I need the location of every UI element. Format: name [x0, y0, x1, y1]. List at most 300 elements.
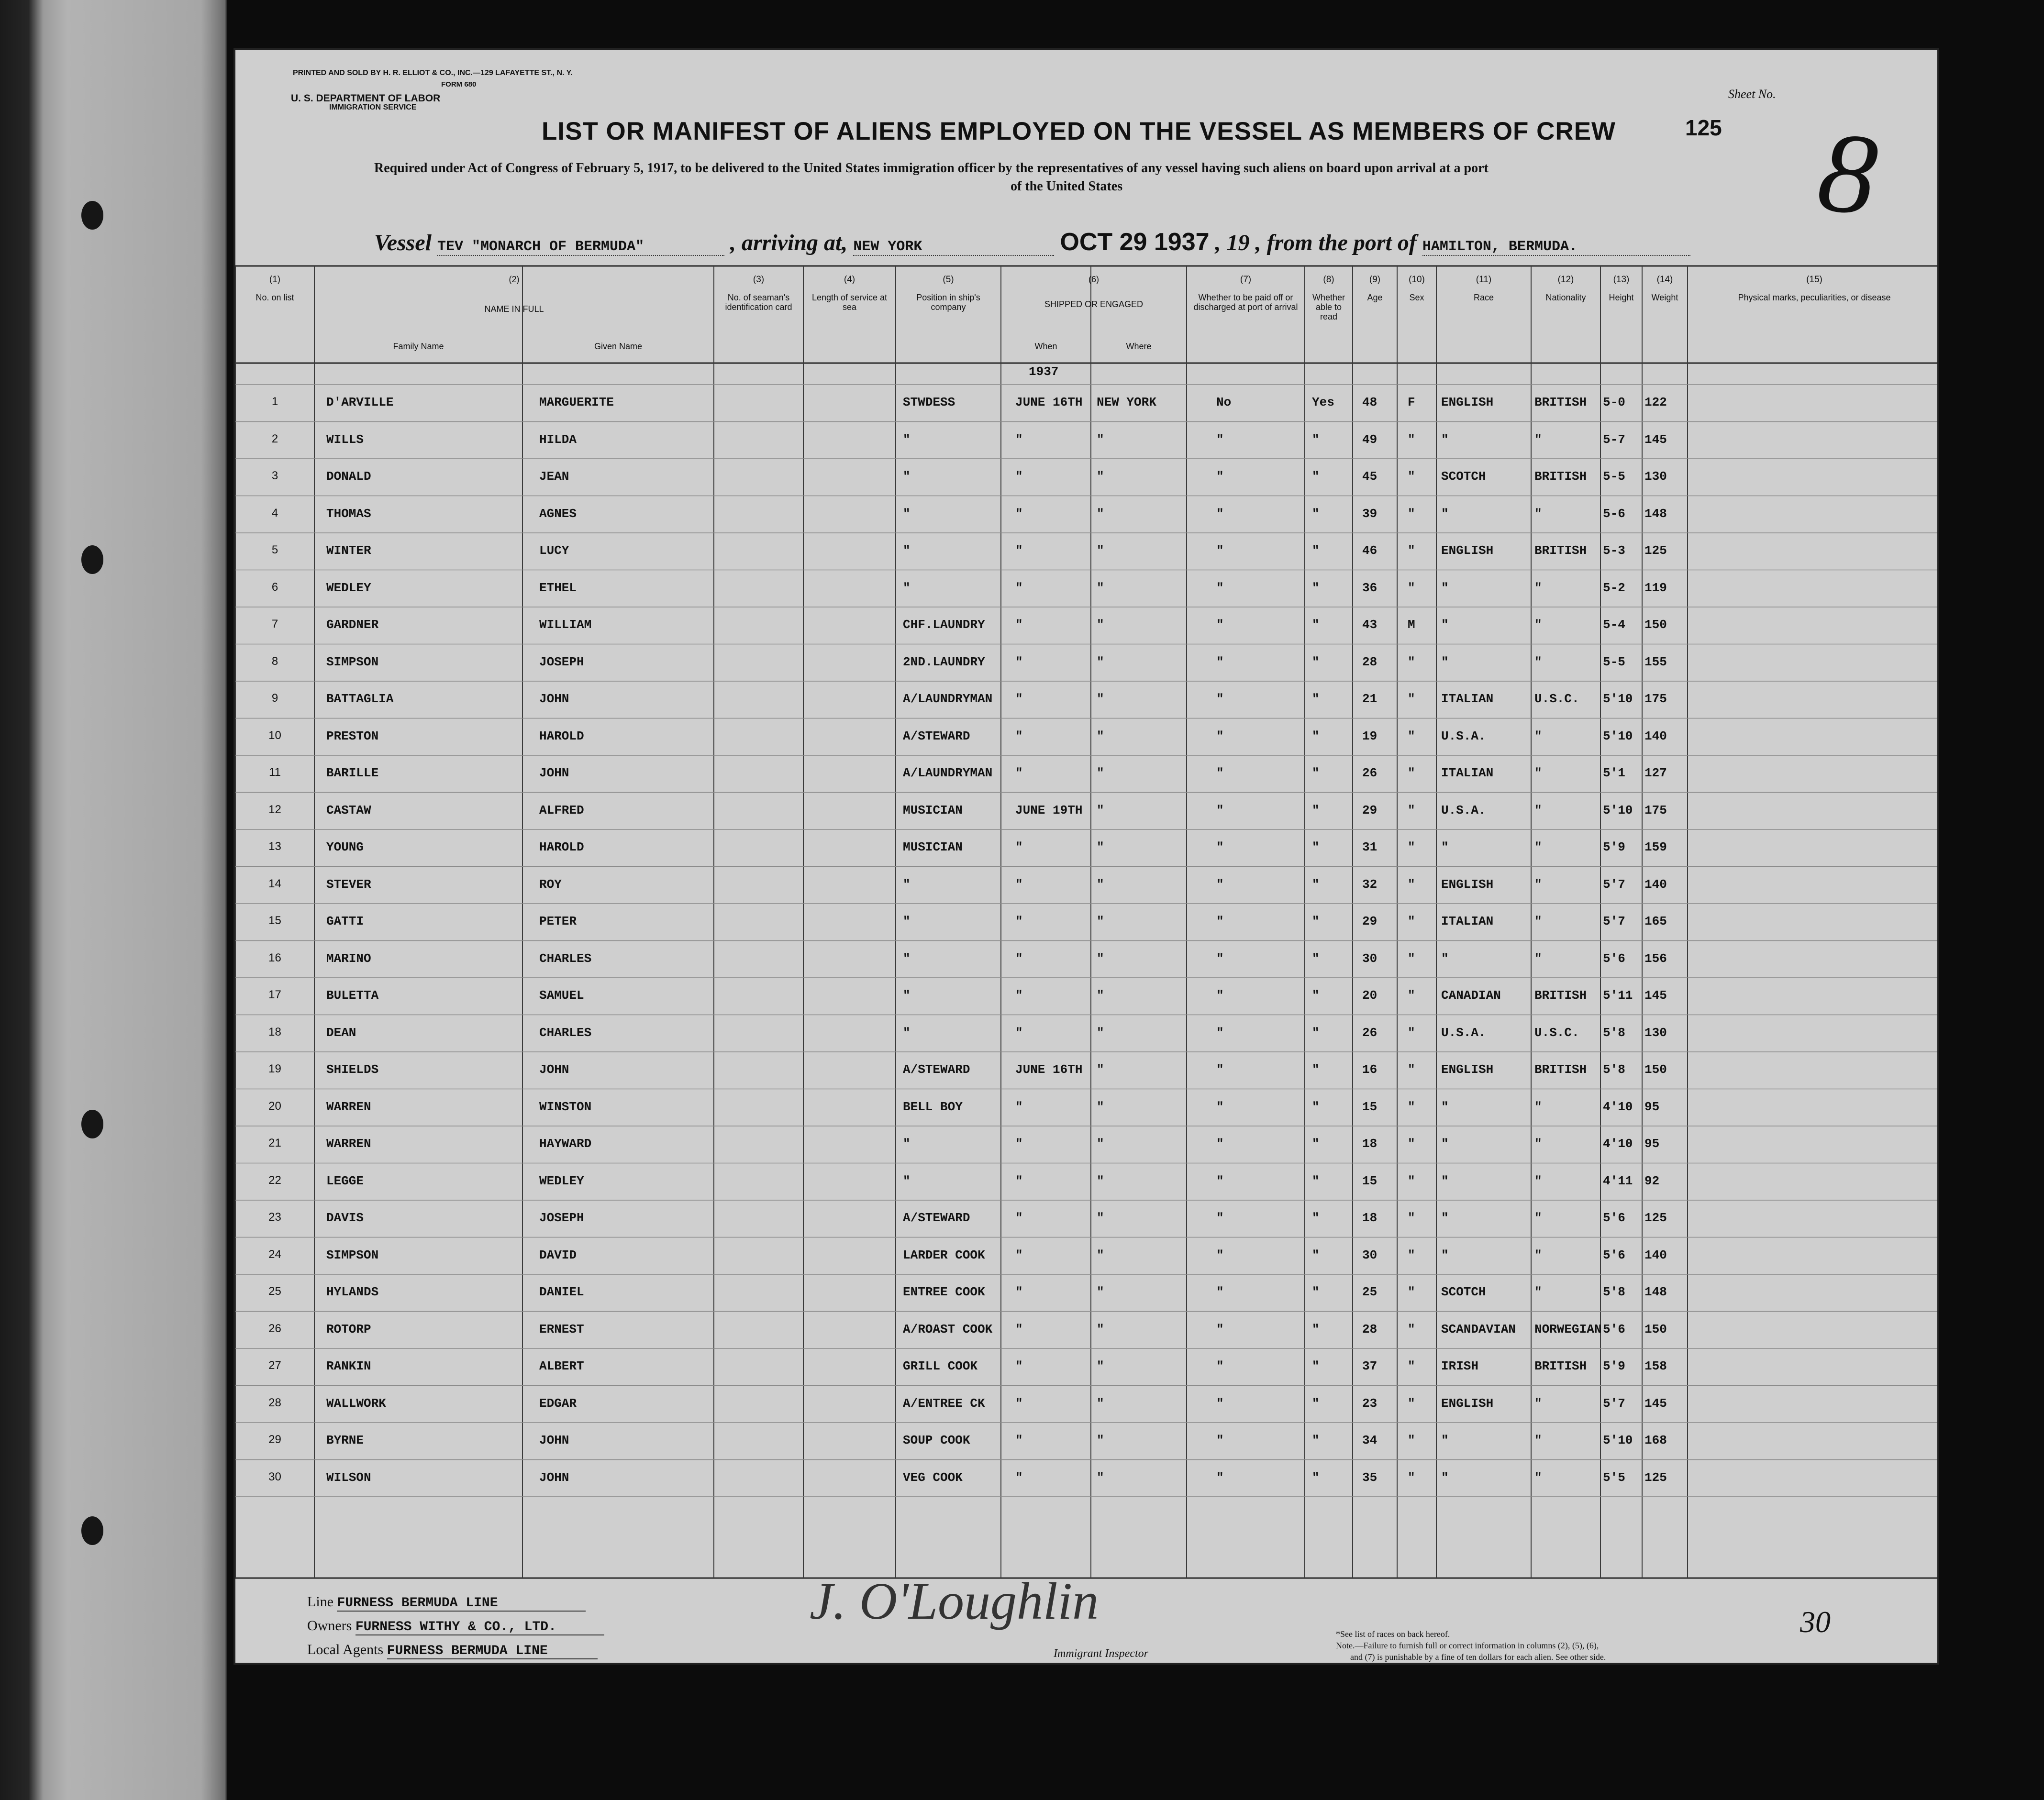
cell-position: " [903, 1025, 911, 1040]
cell-sex: " [1408, 1137, 1415, 1151]
cell-position: A/LAUNDRYMAN [903, 766, 993, 780]
cell-age: 16 [1362, 1062, 1377, 1077]
column-group-header: (2) [509, 275, 520, 284]
cell-nat: U.S.C. [1534, 1025, 1579, 1040]
cell-weight: 150 [1644, 618, 1667, 632]
cell-where: " [1097, 654, 1104, 669]
cell-sex: F [1408, 395, 1415, 409]
cell-no: 23 [268, 1211, 281, 1224]
cell-given: ERNEST [539, 1322, 584, 1336]
cell-family: PRESTON [326, 729, 379, 743]
column-header: Age [1367, 293, 1383, 302]
cell-family: DEAN [326, 1025, 356, 1040]
cell-given: JOHN [539, 1062, 569, 1077]
cell-weight: 145 [1644, 432, 1667, 447]
cell-read: " [1312, 766, 1320, 780]
total-count: 30 [1800, 1605, 1831, 1639]
column-header: When [1034, 342, 1057, 351]
manifest-title: LIST OR MANIFEST OF ALIENS EMPLOYED ON THE VESSEL AS MEMBERS OF CREW [542, 117, 1616, 145]
cell-when: " [1015, 618, 1023, 632]
cell-when: " [1015, 1433, 1023, 1447]
cell-height: 5'8 [1603, 1025, 1625, 1040]
cell-age: 20 [1362, 988, 1377, 1003]
cell-no: 17 [268, 988, 281, 1001]
cell-age: 31 [1362, 840, 1377, 854]
cell-weight: 140 [1644, 877, 1667, 892]
cell-given: ETHEL [539, 580, 577, 595]
cell-where: " [1097, 1322, 1104, 1336]
sheet-number: 8 [1812, 107, 1883, 240]
cell-no: 30 [268, 1470, 281, 1483]
cell-family: BATTAGLIA [326, 692, 394, 706]
cell-read: " [1312, 506, 1320, 521]
cell-race: " [1441, 1248, 1449, 1262]
cell-where: " [1097, 729, 1104, 743]
column-group-header: NAME IN FULL [484, 304, 544, 314]
cell-given: HAYWARD [539, 1137, 592, 1151]
from-port: HAMILTON, BERMUDA. [1422, 239, 1690, 256]
cell-family: SIMPSON [326, 1248, 379, 1262]
cell-height: 5'6 [1603, 951, 1625, 966]
cell-where: " [1097, 1433, 1104, 1447]
cell-paid: " [1216, 766, 1224, 780]
cell-age: 28 [1362, 1322, 1377, 1336]
cell-sex: " [1408, 506, 1415, 521]
cell-paid: " [1216, 654, 1224, 669]
cell-where: " [1097, 1099, 1104, 1114]
cell-read: " [1312, 1173, 1320, 1188]
cell-read: " [1312, 1025, 1320, 1040]
cell-weight: 150 [1644, 1322, 1667, 1336]
owners-row [307, 1618, 604, 1635]
cell-position: A/LAUNDRYMAN [903, 692, 993, 706]
cell-height: 5-6 [1603, 506, 1625, 521]
department-name: U. S. DEPARTMENT OF LABOR [291, 93, 441, 104]
cell-sex: " [1408, 840, 1415, 854]
column-header: Weight [1651, 293, 1678, 302]
cell-nat: " [1534, 580, 1542, 595]
cell-no: 11 [269, 766, 281, 779]
cell-when: JUNE 19TH [1015, 803, 1083, 817]
column-number: (13) [1613, 275, 1630, 285]
cell-where: " [1097, 877, 1104, 892]
cell-given: EDGAR [539, 1396, 577, 1411]
cell-when: " [1015, 1359, 1023, 1373]
cell-age: 21 [1362, 692, 1377, 706]
cell-when: " [1015, 1322, 1023, 1336]
column-header: Height [1609, 293, 1634, 302]
cell-position: ENTREE COOK [903, 1285, 985, 1299]
cell-read: " [1312, 1062, 1320, 1077]
column-header: Nationality [1545, 293, 1586, 302]
cell-sex: " [1408, 469, 1415, 484]
cell-weight: 119 [1644, 580, 1667, 595]
cell-family: MARINO [326, 951, 371, 966]
cell-weight: 130 [1644, 469, 1667, 484]
cell-family: SIMPSON [326, 654, 379, 669]
cell-no: 14 [268, 877, 281, 890]
cell-height: 5-7 [1603, 432, 1625, 447]
cell-age: 29 [1362, 803, 1377, 817]
cell-height: 5-5 [1603, 654, 1625, 669]
cell-family: WINTER [326, 543, 371, 558]
cell-family: ROTORP [326, 1322, 371, 1336]
cell-age: 30 [1362, 1248, 1377, 1262]
column-header: Family Name [393, 342, 444, 351]
cell-when: " [1015, 1211, 1023, 1225]
cell-sex: " [1408, 543, 1415, 558]
cell-position: SOUP COOK [903, 1433, 970, 1447]
cell-height: 5'10 [1603, 1433, 1633, 1447]
cell-no: 25 [268, 1285, 281, 1298]
column-number: (15) [1806, 275, 1822, 285]
cell-when: " [1015, 729, 1023, 743]
cell-height: 4'10 [1603, 1137, 1633, 1151]
cell-position: A/STEWARD [903, 729, 970, 743]
cell-sex: " [1408, 1248, 1415, 1262]
cell-sex: " [1408, 654, 1415, 669]
cell-sex: " [1408, 877, 1415, 892]
column-group-header: (6) [1089, 275, 1099, 284]
cell-nat: " [1534, 654, 1542, 669]
cell-given: HILDA [539, 432, 577, 447]
cell-given: MARGUERITE [539, 395, 614, 409]
cell-nat: " [1534, 729, 1542, 743]
cell-given: LUCY [539, 543, 569, 558]
cell-when: " [1015, 1285, 1023, 1299]
year-label: , 19 [1215, 230, 1250, 255]
cell-where: " [1097, 1211, 1104, 1225]
cell-sex: " [1408, 1062, 1415, 1077]
cell-given: CHARLES [539, 951, 592, 966]
cell-paid: " [1216, 432, 1224, 447]
cell-nat: " [1534, 1173, 1542, 1188]
cell-weight: 148 [1644, 506, 1667, 521]
cell-paid: No [1216, 395, 1232, 409]
cell-weight: 127 [1644, 766, 1667, 780]
cell-when: " [1015, 1137, 1023, 1151]
cell-sex: " [1408, 988, 1415, 1003]
cell-no: 13 [268, 840, 281, 853]
cell-race: SCOTCH [1441, 1285, 1486, 1299]
cell-where: " [1097, 432, 1104, 447]
cell-where: " [1097, 1062, 1104, 1077]
cell-nat: BRITISH [1534, 543, 1587, 558]
cell-height: 5'9 [1603, 840, 1625, 854]
column-number: (12) [1557, 275, 1574, 285]
cell-paid: " [1216, 1470, 1224, 1485]
cell-when: " [1015, 766, 1023, 780]
sheet-label: Sheet No. [1728, 87, 1776, 101]
cell-given: DAVID [539, 1248, 577, 1262]
cell-read: " [1312, 1285, 1320, 1299]
cell-when: " [1015, 580, 1023, 595]
cell-position: 2ND.LAUNDRY [903, 654, 985, 669]
cell-nat: " [1534, 1137, 1542, 1151]
cell-sex: " [1408, 1285, 1415, 1299]
column-header: Whether able to read [1312, 293, 1345, 321]
cell-nat: " [1534, 506, 1542, 521]
column-number: (10) [1409, 275, 1425, 285]
cell-family: LEGGE [326, 1173, 364, 1188]
cell-given: JOSEPH [539, 1211, 584, 1225]
cell-race: " [1441, 951, 1449, 966]
cell-age: 15 [1362, 1099, 1377, 1114]
cell-sex: " [1408, 1396, 1415, 1411]
cell-race: U.S.A. [1441, 1025, 1486, 1040]
cell-where: " [1097, 1396, 1104, 1411]
cell-when: " [1015, 1173, 1023, 1188]
cell-read: " [1312, 432, 1320, 447]
cell-where: " [1097, 803, 1104, 817]
cell-where: " [1097, 1285, 1104, 1299]
cell-age: 30 [1362, 951, 1377, 966]
cell-height: 5'7 [1603, 1396, 1625, 1411]
cell-race: ITALIAN [1441, 692, 1494, 706]
cell-read: " [1312, 1396, 1320, 1411]
cell-sex: " [1408, 766, 1415, 780]
cell-no: 7 [271, 618, 278, 630]
cell-given: AGNES [539, 506, 577, 521]
cell-age: 15 [1362, 1173, 1377, 1188]
inspector-label: Immigrant Inspector [1054, 1647, 1148, 1660]
cell-when: " [1015, 469, 1023, 484]
cell-weight: 150 [1644, 1062, 1667, 1077]
cell-paid: " [1216, 1137, 1224, 1151]
cell-race: " [1441, 1211, 1449, 1225]
column-header: Position in ship's company [916, 293, 980, 312]
cell-nat: " [1534, 1285, 1542, 1299]
cell-position: " [903, 469, 911, 484]
cell-weight: 122 [1644, 395, 1667, 409]
cell-height: 5'8 [1603, 1285, 1625, 1299]
cell-nat: " [1534, 951, 1542, 966]
cell-no: 16 [268, 951, 281, 964]
column-header: No. on list [256, 293, 294, 302]
cell-no: 3 [271, 469, 278, 482]
cell-weight: 145 [1644, 988, 1667, 1003]
cell-paid: " [1216, 506, 1224, 521]
cell-age: 39 [1362, 506, 1377, 521]
cell-where: " [1097, 506, 1104, 521]
manifest-sheet [233, 48, 1939, 1665]
column-header: Race [1473, 293, 1494, 302]
cell-height: 5'6 [1603, 1211, 1625, 1225]
line-label: Line [307, 1594, 333, 1610]
cell-given: ROY [539, 877, 562, 892]
cell-age: 43 [1362, 618, 1377, 632]
cell-position: " [903, 506, 911, 521]
cell-when: " [1015, 840, 1023, 854]
cell-sex: " [1408, 1099, 1415, 1114]
agents-value: FURNESS BERMUDA LINE [387, 1644, 598, 1659]
cell-age: 26 [1362, 766, 1377, 780]
cell-no: 6 [271, 580, 278, 594]
cell-read: " [1312, 1433, 1320, 1447]
cell-where: " [1097, 1025, 1104, 1040]
cell-where: " [1097, 469, 1104, 484]
cell-paid: " [1216, 1285, 1224, 1299]
cell-given: WEDLEY [539, 1173, 584, 1188]
cell-no: 2 [271, 432, 278, 445]
cell-race: ENGLISH [1441, 1396, 1494, 1411]
cell-race: CANADIAN [1441, 988, 1501, 1003]
cell-family: WILLS [326, 432, 364, 447]
cell-age: 25 [1362, 1285, 1377, 1299]
cell-age: 49 [1362, 432, 1377, 447]
cell-age: 32 [1362, 877, 1377, 892]
cell-sex: " [1408, 914, 1415, 928]
cell-where: " [1097, 1173, 1104, 1188]
cell-race: " [1441, 1470, 1449, 1485]
cell-where: " [1097, 543, 1104, 558]
column-number: (3) [753, 275, 765, 285]
column-number: (11) [1476, 275, 1492, 285]
cell-no: 15 [268, 914, 281, 927]
cell-race: " [1441, 432, 1449, 447]
cell-race: " [1441, 654, 1449, 669]
cell-read: " [1312, 654, 1320, 669]
cell-no: 27 [268, 1359, 281, 1372]
cell-nat: BRITISH [1534, 1359, 1587, 1373]
column-header: Length of service at sea [811, 293, 888, 312]
cell-paid: " [1216, 1099, 1224, 1114]
cell-weight: 95 [1644, 1137, 1660, 1151]
cell-race: " [1441, 618, 1449, 632]
cell-paid: " [1216, 1396, 1224, 1411]
cell-when: JUNE 16TH [1015, 1062, 1083, 1077]
cell-read: " [1312, 580, 1320, 595]
cell-position: " [903, 1173, 911, 1188]
cell-weight: 156 [1644, 951, 1667, 966]
cell-sex: M [1408, 618, 1415, 632]
cell-no: 5 [271, 543, 278, 556]
cell-paid: " [1216, 1248, 1224, 1262]
cell-weight: 158 [1644, 1359, 1667, 1373]
cell-height: 5'5 [1603, 1470, 1625, 1485]
cell-no: 4 [271, 506, 278, 519]
cell-paid: " [1216, 1322, 1224, 1336]
vessel-name: TEV "MONARCH OF BERMUDA" [437, 239, 724, 256]
cell-when: " [1015, 543, 1023, 558]
vessel-label: Vessel [374, 230, 432, 255]
column-header: Given Name [594, 342, 643, 351]
cell-height: 4'10 [1603, 1099, 1633, 1114]
cell-height: 5'1 [1603, 766, 1625, 780]
cell-given: JEAN [539, 469, 569, 484]
cell-height: 5-3 [1603, 543, 1625, 558]
cell-where: " [1097, 988, 1104, 1003]
cell-race: " [1441, 840, 1449, 854]
cell-where: NEW YORK [1097, 395, 1156, 409]
cell-given: JOHN [539, 766, 569, 780]
service-name: IMMIGRATION SERVICE [329, 103, 417, 111]
cell-given: JOHN [539, 1433, 569, 1447]
cell-age: 28 [1362, 654, 1377, 669]
cell-no: 8 [271, 654, 278, 668]
cell-where: " [1097, 618, 1104, 632]
cell-height: 5'9 [1603, 1359, 1625, 1373]
cell-height: 5-4 [1603, 618, 1625, 632]
cell-race: " [1441, 506, 1449, 521]
binding-strip [0, 0, 227, 1800]
cell-age: 46 [1362, 543, 1377, 558]
cell-family: STEVER [326, 877, 371, 892]
cell-position: VEG COOK [903, 1470, 963, 1485]
cell-race: " [1441, 1173, 1449, 1188]
column-number: (9) [1369, 275, 1381, 285]
cell-weight: 125 [1644, 1470, 1667, 1485]
cell-read: " [1312, 877, 1320, 892]
cell-sex: " [1408, 1211, 1415, 1225]
cell-paid: " [1216, 729, 1224, 743]
cell-position: " [903, 543, 911, 558]
cell-when: " [1015, 432, 1023, 447]
cell-paid: " [1216, 1062, 1224, 1077]
cell-age: 18 [1362, 1137, 1377, 1151]
cell-height: 5'10 [1603, 692, 1633, 706]
cell-weight: 175 [1644, 692, 1667, 706]
cell-race: U.S.A. [1441, 803, 1486, 817]
cell-paid: " [1216, 543, 1224, 558]
cell-nat: " [1534, 766, 1542, 780]
cell-no: 24 [268, 1248, 281, 1261]
cell-family: CASTAW [326, 803, 371, 817]
owners-label: Owners [307, 1618, 352, 1634]
cell-family: WARREN [326, 1099, 371, 1114]
cell-nat: " [1534, 432, 1542, 447]
cell-age: 18 [1362, 1211, 1377, 1225]
cell-height: 5'11 [1603, 988, 1633, 1003]
cell-family: GATTI [326, 914, 364, 928]
inspector-signature: J. O'Loughlin [810, 1572, 1099, 1630]
requirement-text-2: of the United States [1011, 179, 1123, 194]
column-header: Whether to be paid off or discharged at port of arrival [1193, 293, 1298, 312]
cell-no: 1 [271, 395, 278, 408]
cell-position: GRILL COOK [903, 1359, 978, 1373]
cell-height: 5'6 [1603, 1322, 1625, 1336]
column-number: (1) [269, 275, 281, 285]
cell-nat: U.S.C. [1534, 692, 1579, 706]
cell-position: BELL BOY [903, 1099, 963, 1114]
cell-sex: " [1408, 1470, 1415, 1485]
cell-age: 45 [1362, 469, 1377, 484]
cell-paid: " [1216, 803, 1224, 817]
cell-when: " [1015, 692, 1023, 706]
cell-when: " [1015, 877, 1023, 892]
cell-race: ITALIAN [1441, 914, 1494, 928]
cell-read: " [1312, 1470, 1320, 1485]
cell-nat: " [1534, 1470, 1542, 1485]
cell-position: MUSICIAN [903, 840, 963, 854]
cell-weight: 175 [1644, 803, 1667, 817]
cell-race: ENGLISH [1441, 877, 1494, 892]
cell-no: 9 [271, 692, 278, 705]
cell-given: JOHN [539, 1470, 569, 1485]
year-note: 1937 [1029, 364, 1059, 379]
cell-height: 5'6 [1603, 1248, 1625, 1262]
cell-read: " [1312, 618, 1320, 632]
cell-family: GARDNER [326, 618, 379, 632]
column-header: Sex [1409, 293, 1424, 302]
cell-paid: " [1216, 840, 1224, 854]
requirement-text: Required under Act of Congress of February 5, 1917, to be delivered to the United States immigration officer by the representatives of any vessel having such aliens on board upon arrival at a port [374, 161, 1489, 176]
cell-nat: BRITISH [1534, 988, 1587, 1003]
cell-read: " [1312, 543, 1320, 558]
line-value: FURNESS BERMUDA LINE [337, 1596, 586, 1612]
cell-family: HYLANDS [326, 1285, 379, 1299]
cell-paid: " [1216, 1025, 1224, 1040]
